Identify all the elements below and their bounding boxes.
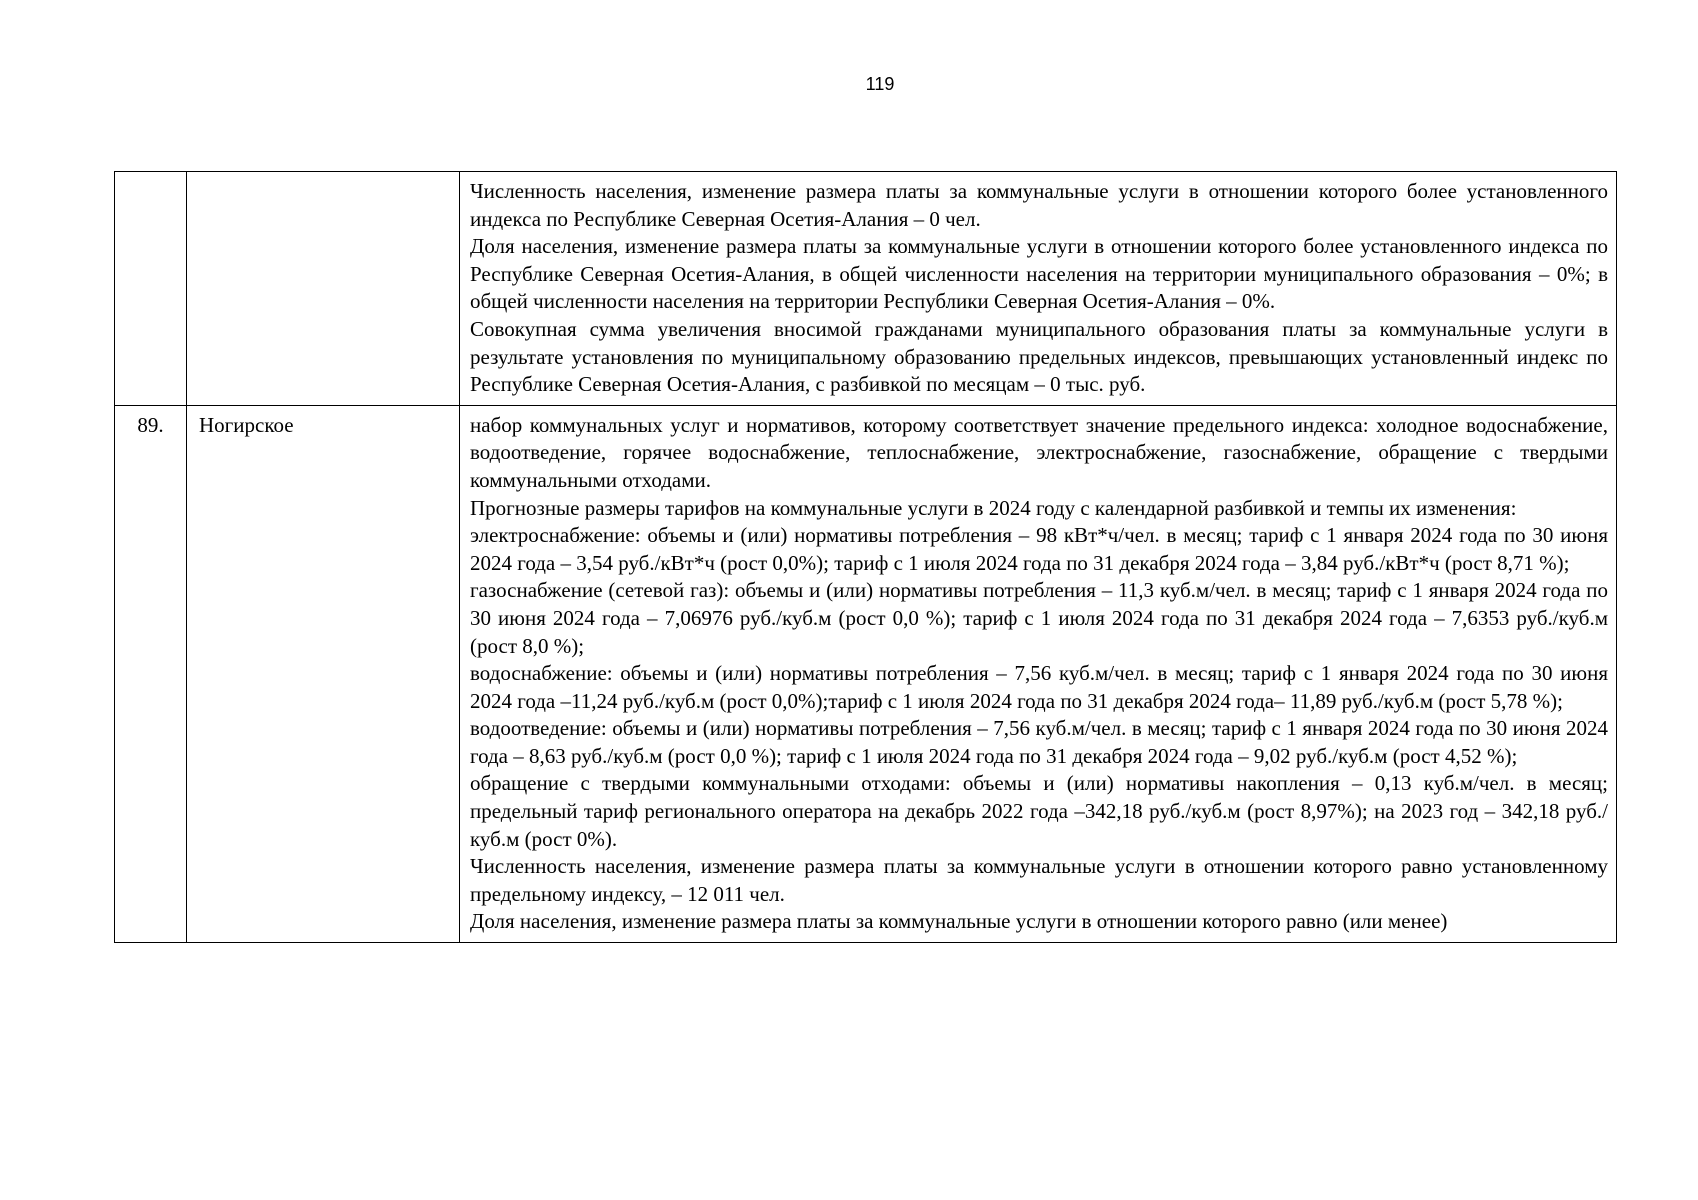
- paragraph: Совокупная сумма увеличения вносимой гражданами муниципального образования платы за коммунальные услуги в результате установления по муниципальному образованию предельных индексов, превышающих установленный индекс по Республике Северная Осетия-Алания, с разбивкой по месяцам – 0 тыс. руб.: [470, 316, 1608, 397]
- description-cell: [460, 172, 1617, 406]
- row-number-cell: [115, 172, 187, 406]
- tariff-table: [114, 171, 1617, 943]
- municipality-name-cell: [187, 172, 460, 406]
- description-cell: [460, 405, 1617, 942]
- paragraph: Численность населения, изменение размера платы за коммунальные услуги в отношении которого более установленного индекса по Республике Северная Осетия-Алания – 0 чел.: [470, 179, 1608, 231]
- paragraph: водоотведение: объемы и (или) нормативы потребления – 7,56 куб.м/чел. в месяц; тариф с 1 января 2024 года по 30 июня 2024 года – 8,63 руб./куб.м (рост 0,0 %); тариф с 1 июля 2024 года по 31 декабря 2024 года – 9,02 руб./куб.м (рост 4,52 %);: [470, 716, 1608, 768]
- table-row: [115, 405, 1617, 942]
- row-number-cell: 89.: [115, 405, 187, 942]
- paragraph: Доля населения, изменение размера платы за коммунальные услуги в отношении которого равно (или менее): [470, 909, 1448, 934]
- paragraph: набор коммунальных услуг и нормативов, которому соответствует значение предельного индекса: холодное водоснабжение, водоотведение, горячее водоснабжение, теплоснабжение, электроснабжение, газоснабжение, обращение с твердыми коммунальными отходами.: [470, 412, 1608, 492]
- municipality-name-cell: Ногирское: [187, 405, 460, 942]
- paragraph: Численность населения, изменение размера платы за коммунальные услуги в отношении которого равно установленному предельному индексу, – 12 011 чел.: [470, 854, 1608, 906]
- table-row: [115, 172, 1617, 406]
- paragraph: обращение с твердыми коммунальными отходами: объемы и (или) нормативы накопления – 0,13 куб.м/чел. в месяц; предельный тариф регионального оператора на декабрь 2022 года –342,18 руб./куб.м (рост 8,97%); на 2023 год – 342,18 руб./куб.м (рост 0%).: [470, 771, 1608, 851]
- paragraph: газоснабжение (сетевой газ): объемы и (или) нормативы потребления – 11,3 куб.м/чел. в месяц; тариф с 1 января 2024 года по 30 июня 2024 года – 7,06976 руб./куб.м (рост 0,0 %); тариф с 1 июля 2024 года по 31 декабря 2024 года – 7,6353 руб./куб.м (рост 8,0 %);: [470, 578, 1608, 658]
- page-number: 119: [865, 74, 895, 94]
- paragraph: Доля населения, изменение размера платы за коммунальные услуги в отношении которого более установленного индекса по Республике Северная Осетия-Алания, в общей численности населения на территории муниципального образования – 0%; в общей численности населения на территории Республики Северная Осетия-Алания – 0%.: [470, 234, 1608, 314]
- paragraph: электроснабжение: объемы и (или) нормативы потребления – 98 кВт*ч/чел. в месяц; тариф с 1 января 2024 года по 30 июня 2024 года – 3,54 руб./кВт*ч (рост 0,0%); тариф с 1 июля 2024 года по 31 декабря 2024 года – 3,84 руб./кВт*ч (рост 8,71 %);: [470, 523, 1608, 575]
- paragraph: Прогнозные размеры тарифов на коммунальные услуги в 2024 году с календарной разбивкой и темпы их изменения:: [470, 495, 1517, 520]
- paragraph: водоснабжение: объемы и (или) нормативы потребления – 7,56 куб.м/чел. в месяц; тариф с 1 января 2024 года по 30 июня 2024 года –11,24 руб./куб.м (рост 0,0%);тариф с 1 июля 2024 года по 31 декабря 2024 года– 11,89 руб./куб.м (рост 5,78 %);: [470, 661, 1608, 713]
